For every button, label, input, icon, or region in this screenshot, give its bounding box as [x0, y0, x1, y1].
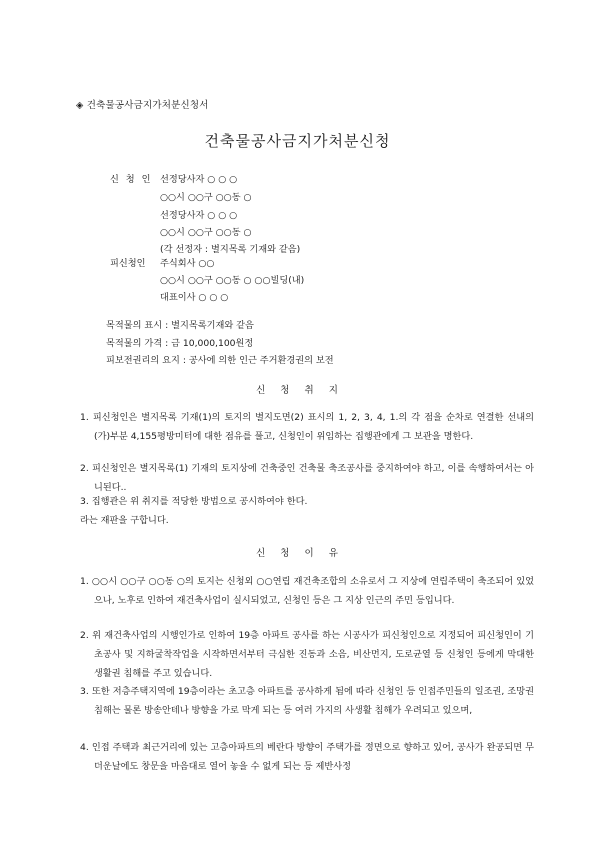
- respondent-line: 주식회사 ○○: [160, 258, 215, 269]
- purpose-item-text: 집행관은 위 취지를 적당한 방법으로 공시하여야 한다.: [91, 496, 308, 507]
- reason-item-number: 1.: [80, 576, 89, 587]
- purpose-item-text: 피신청인은 별지목록(1) 기재의 토지상에 건축중인 건축물 축조공사를 중지하여야 하고, 이를 속행하여서는 아니된다..: [92, 463, 534, 493]
- document-header-label: ◈ 건축물공사금지가처분신청서: [76, 100, 209, 111]
- purpose-item: [80, 492, 534, 511]
- object-value: 목적물의 가격 : 금 10,000,100원정: [106, 338, 254, 349]
- reason-item-text: 위 재건축사업의 시행인가로 인하여 19층 아파트 공사를 하는 시공사가 피신청인으로 지정되어 피신청인이 기초공사 및 지하굴착작업을 시작하면서부터 극심한 진동과 소음, 비산먼지, 도로균열 등 신청인 등에게 막대한 생활권 침해를 주고 있습니다.: [92, 630, 534, 679]
- document-title: 건축물공사금지가처분신청: [204, 132, 391, 150]
- applicant-line: (각 선정자 : 별지목록 기재와 같음): [160, 244, 301, 255]
- reason-item-text: ○○시 ○○구 ○○동 ○의 토지는 신청외 ○○연립 재건축조합의 소유로서 그 지상에 연립주택이 축조되어 있었으나, 노후로 인하여 재건축사업이 실시되었고, 신청인 등은 그 지상 인근의 주민 등입니다.: [91, 576, 535, 606]
- reason-item-text: 또한 저층주택지역에 19층이라는 초고층 아파트를 공사하게 됨에 따라 신청인 등 인접주민들의 일조권, 조망권 침해는 물론 방송안테나 방향을 가로 막게 되는 등 여러 가지의 사생활 침해가 우려되고 있으며,: [91, 686, 534, 716]
- reason-item: [80, 738, 534, 776]
- reason-item-number: 3.: [80, 686, 89, 697]
- object-display: 목적물의 표시 : 별지목록기재와 같음: [106, 320, 254, 331]
- right-summary: 피보전권리의 요지 : 공사에 의한 인근 주거환경권의 보전: [106, 355, 334, 366]
- applicant-line: ○○시 ○○구 ○○동 ○: [160, 227, 252, 238]
- purpose-item-number: 3.: [80, 496, 89, 507]
- purpose-item-number: 2.: [80, 463, 89, 474]
- reason-item-text: 인접 주택과 최근거리에 있는 고층아파트의 베란다 방향이 주택가를 정면으로 향하고 있어, 공사가 완공되면 무더운날에도 창문을 마음대로 열어 놓을 수 없게 되는 등 제반사정: [91, 742, 535, 772]
- purpose-item: [80, 408, 534, 446]
- respondent-line: ○○시 ○○구 ○○동 ○ ○○빌딩(내): [160, 275, 305, 286]
- applicant-line: 선정당사자 ○ ○ ○: [160, 174, 238, 185]
- reason-item: [80, 572, 534, 610]
- reason-item: [80, 626, 534, 683]
- purpose-item-number: 1.: [80, 412, 89, 423]
- reason-item-number: 2.: [80, 630, 89, 641]
- applicant-line: ○○시 ○○구 ○○동 ○: [160, 192, 252, 203]
- respondent-line: 대표이사 ○ ○ ○: [160, 292, 229, 303]
- purpose-item-text: 피신청인은 별지목록 기재(1)의 토지의 별지도면(2) 표시의 1, 2, 3, 4, 1.의 각 점을 순차로 연결한 선내의 (가)부분 4,155평방미터에 대한 점유를 풀고, 신청인이 위임하는 집행관에게 그 보관을 명한다.: [92, 412, 534, 442]
- purpose-closing: 라는 재판을 구합니다.: [80, 515, 169, 526]
- respondent-label: 피신청인: [110, 258, 146, 269]
- purpose-section-title: 신 청 취 지: [256, 385, 339, 396]
- reason-item: [80, 682, 534, 720]
- applicant-label: 신 청 인: [110, 174, 153, 185]
- reason-item-number: 4.: [80, 742, 89, 753]
- applicant-line: 선정당사자 ○ ○ ○: [160, 210, 238, 221]
- reasons-section-title: 신 청 이 유: [256, 548, 339, 559]
